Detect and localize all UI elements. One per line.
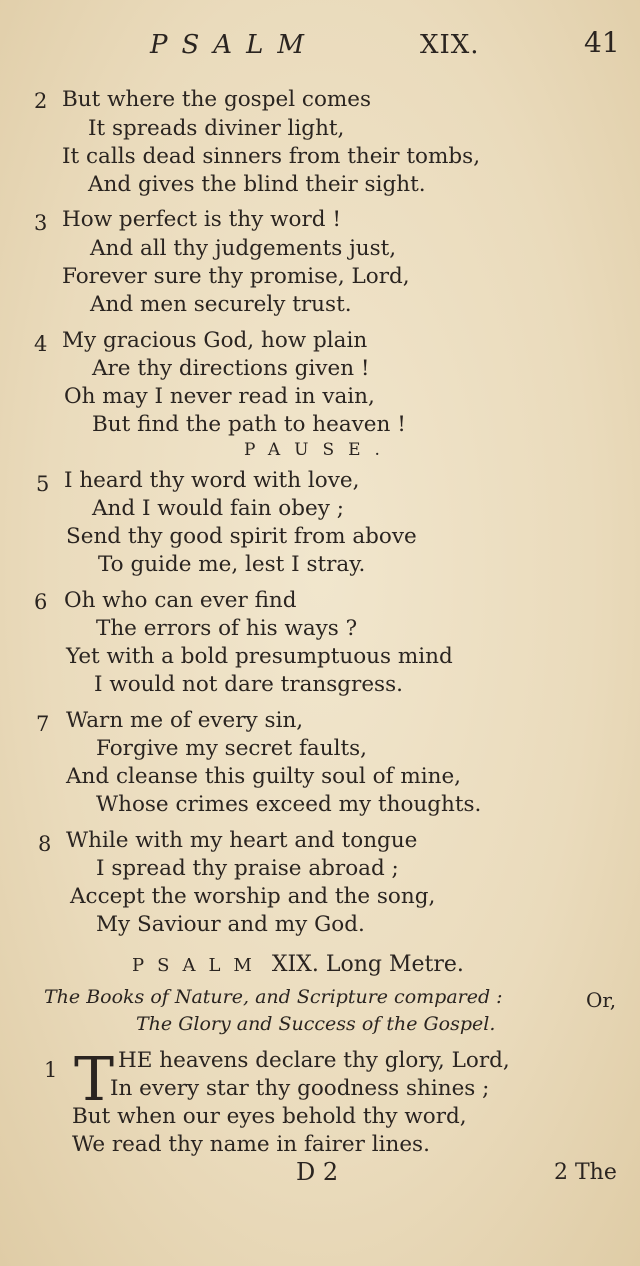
verse-line: My Saviour and my God. <box>96 912 365 937</box>
verse-number: 5 <box>36 472 50 496</box>
verse-line: The errors of his ways ? <box>96 616 358 641</box>
verse-line: I heard thy word with love, <box>64 468 360 493</box>
verse-line: But where the gospel comes <box>62 87 372 112</box>
verse-number: 7 <box>36 712 50 736</box>
verse-line: Are thy directions given ! <box>92 356 370 381</box>
verse-line: Forever sure thy promise, Lord, <box>62 264 410 289</box>
verse-line: HE heavens declare thy glory, Lord, <box>118 1048 510 1073</box>
verse-line: And cleanse this guilty soul of mine, <box>66 764 462 789</box>
verse-number: 8 <box>38 832 52 856</box>
verse-line: Yet with a bold presumptuous mind <box>66 644 453 669</box>
verse-line: And I would fain obey ; <box>92 496 344 521</box>
verse-line: To guide me, lest I stray. <box>98 552 366 577</box>
psalm-number: XIX. <box>271 952 319 977</box>
running-psalm-number: XIX. <box>420 30 480 60</box>
psalm-metre: Long Metre. <box>325 952 464 977</box>
verse-line: Warn me of every sin, <box>66 708 304 733</box>
verse-line: My gracious God, how plain <box>62 328 368 353</box>
verse-line: How perfect is thy word ! <box>62 207 341 232</box>
verse-line: Oh who can ever find <box>64 588 297 613</box>
verse-line: Forgive my secret faults, <box>96 736 367 761</box>
drop-cap: T <box>74 1045 115 1115</box>
psalm-heading <box>132 952 464 977</box>
running-header <box>0 26 640 66</box>
verse-number: 2 <box>34 89 48 113</box>
signature-mark: D 2 <box>296 1158 339 1186</box>
running-title: PSALM <box>150 30 318 60</box>
catchword: 2 The <box>554 1160 617 1185</box>
verse-line: But when our eyes behold thy word, <box>72 1104 467 1129</box>
pause-marker: PAUSE. <box>244 440 394 460</box>
page-number: 41 <box>584 26 620 59</box>
verse-line: Whose crimes exceed my thoughts. <box>96 792 482 817</box>
verse-line: But find the path to heaven ! <box>92 412 406 437</box>
verse-number: 3 <box>34 211 48 235</box>
verse-line: And all thy judgements just, <box>90 236 397 261</box>
verse-line: Oh may I never read in vain, <box>64 384 375 409</box>
psalm-subtitle-or: Or, <box>586 988 617 1012</box>
psalm-subtitle-line-2: The Glory and Success of the Gospel. <box>136 1013 496 1035</box>
verse-line: We read thy name in fairer lines. <box>72 1132 430 1157</box>
verse-line: And gives the blind their sight. <box>88 172 426 197</box>
psalm-subtitle-line-1: The Books of Nature, and Scripture compared : <box>44 986 503 1008</box>
verse-line: It spreads diviner light, <box>88 116 345 141</box>
verse-line: And men securely trust. <box>90 292 352 317</box>
verse-line: I spread thy praise abroad ; <box>96 856 399 881</box>
verse-line: I would not dare transgress. <box>94 672 403 697</box>
verse-line: While with my heart and tongue <box>66 828 418 853</box>
verse-line: Accept the worship and the song, <box>70 884 436 909</box>
verse-line: It calls dead sinners from their tombs, <box>62 144 481 169</box>
verse-number: 6 <box>34 590 48 614</box>
verse-number: 1 <box>44 1058 58 1082</box>
verse-number: 4 <box>34 332 48 356</box>
psalm-word: PSALM <box>132 955 265 976</box>
verse-line: Send thy good spirit from above <box>66 524 417 549</box>
verse-line: In every star thy goodness shines ; <box>110 1076 490 1101</box>
